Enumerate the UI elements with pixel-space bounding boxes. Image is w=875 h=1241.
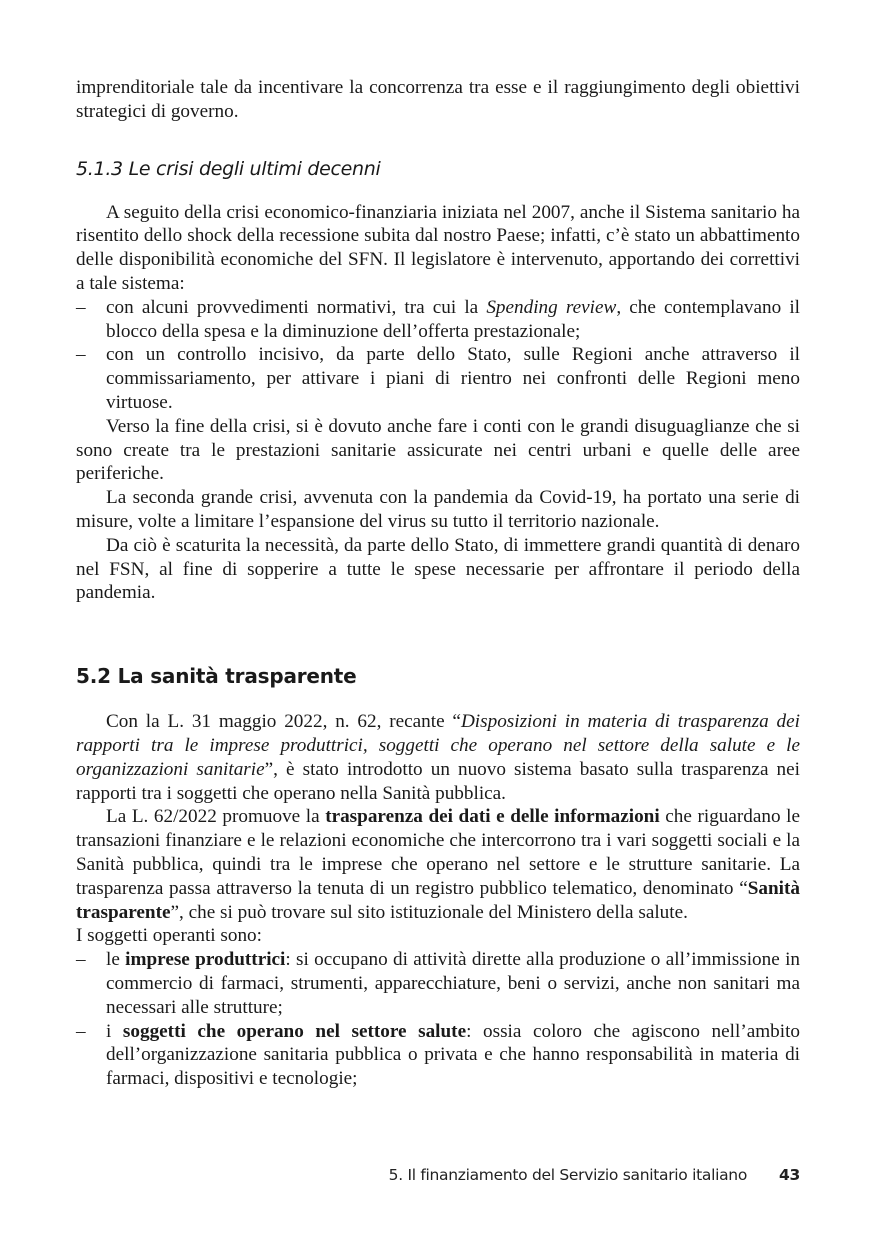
page-footer xyxy=(76,1166,800,1184)
intro-paragraph: imprenditoriale tale da incentivare la concorrenza tra esse e il raggiungimento degli obiettivi strategici di governo. xyxy=(76,77,800,122)
running-title: 5. Il finanziamento del Servizio sanitario italiano xyxy=(388,1166,748,1184)
paragraph: La seconda grande crisi, avvenuta con la pandemia da Covid-19, ha portato una serie di misure, volte a limitare l’espansione del virus su tutto il territorio nazionale. xyxy=(76,487,800,532)
paragraph: Con la L. 31 maggio 2022, n. 62, recante “Disposizioni in materia di trasparenza dei rapporti tra le imprese produttrici, soggetti che operano nel settore della salute e le organizzazioni sanitarie”, è stato introdotto un nuovo sistema basato sulla trasparenza nei rapporti tra i soggetti che operano nella Sanità pubblica. xyxy=(76,711,800,804)
italic-term: Spending review xyxy=(486,296,617,318)
bold-term: imprese produttrici xyxy=(125,949,286,971)
list-item: – con alcuni provvedimenti normativi, tra cui la Spending review, che contemplavano il blocco della spesa e la diminuzione dell’offerta prestazionale; xyxy=(76,296,800,342)
dash-bullet: – xyxy=(76,344,86,366)
paragraph: La L. 62/2022 promuove la trasparenza dei dati e delle informazioni che riguardano le transazioni finanziare e le relazioni economiche che intercorrono tra i vari soggetti sociali e la Sanità pubblica, quindi tra le imprese che operano nel settore e le strutture sanitarie. La trasparenza passa attraverso la tenuta di un registro pubblico telematico, denominato “Sanità trasparente”, che si può trovare sul sito istituzionale del Ministero della salute. xyxy=(76,806,801,923)
page-number: 43 xyxy=(779,1166,800,1184)
dash-bullet: – xyxy=(76,949,86,971)
list-item: – i soggetti che operano nel settore salute: ossia coloro che agiscono nell’ambito dell’organizzazione sanitaria pubblica o privata e che hanno responsabilità in materia di farmaci, dispositivi e tecnologie; xyxy=(76,1020,800,1090)
dash-bullet: – xyxy=(76,1020,86,1042)
paragraph: I soggetti operanti sono: xyxy=(76,925,262,947)
list-item: – le imprese produttrici: si occupano di attività dirette alla produzione o all’immissione in commercio di farmaci, strumenti, apparecchiature, beni o servizi, anche non sanitari ma necessari alle strutture; xyxy=(76,949,801,1018)
list-item: – con un controllo incisivo, da parte dello Stato, sulle Regioni anche attraverso il commissariamento, per attivare i piani di rientro nei confronti delle Regioni meno virtuose. xyxy=(76,344,800,413)
paragraph: Da ciò è scaturita la necessità, da parte dello Stato, di immettere grandi quantità di denaro nel FSN, al fine di sopperire a tutte le spese necessarie per affrontare il periodo della pandemia. xyxy=(76,534,800,604)
bold-term: soggetti che operano nel settore salute xyxy=(122,1020,467,1042)
italic-law-title: Disposizioni in materia di trasparenza dei rapporti tra le imprese produttrici, soggetti che operano nel settore della salute e le organizzazioni sanitarie xyxy=(76,711,800,780)
section-heading-5-1-3: 5.1.3 Le crisi degli ultimi decenni xyxy=(76,157,381,180)
dash-bullet: – xyxy=(76,296,86,318)
section-heading-5-2: 5.2 La sanità trasparente xyxy=(76,664,357,689)
paragraph: A seguito della crisi economico-finanziaria iniziata nel 2007, anche il Sistema sanitario ha risentito dello shock della recessione subita dal nostro Paese; infatti, c’è stato un abbattimento delle disponibilità economiche del SFN. Il legislatore è intervenuto, apportando dei correttivi a tale sistema: xyxy=(76,201,800,294)
paragraph: Verso la fine della crisi, si è dovuto anche fare i conti con le grandi disuguaglianze che si sono create tra le prestazioni sanitarie assicurate nei centri urbani e quelle delle aree periferiche. xyxy=(76,415,800,485)
bold-term: trasparenza dei dati e delle informazioni xyxy=(325,806,660,828)
bold-term: Sanità trasparente xyxy=(76,877,800,923)
page-body xyxy=(76,76,800,1091)
